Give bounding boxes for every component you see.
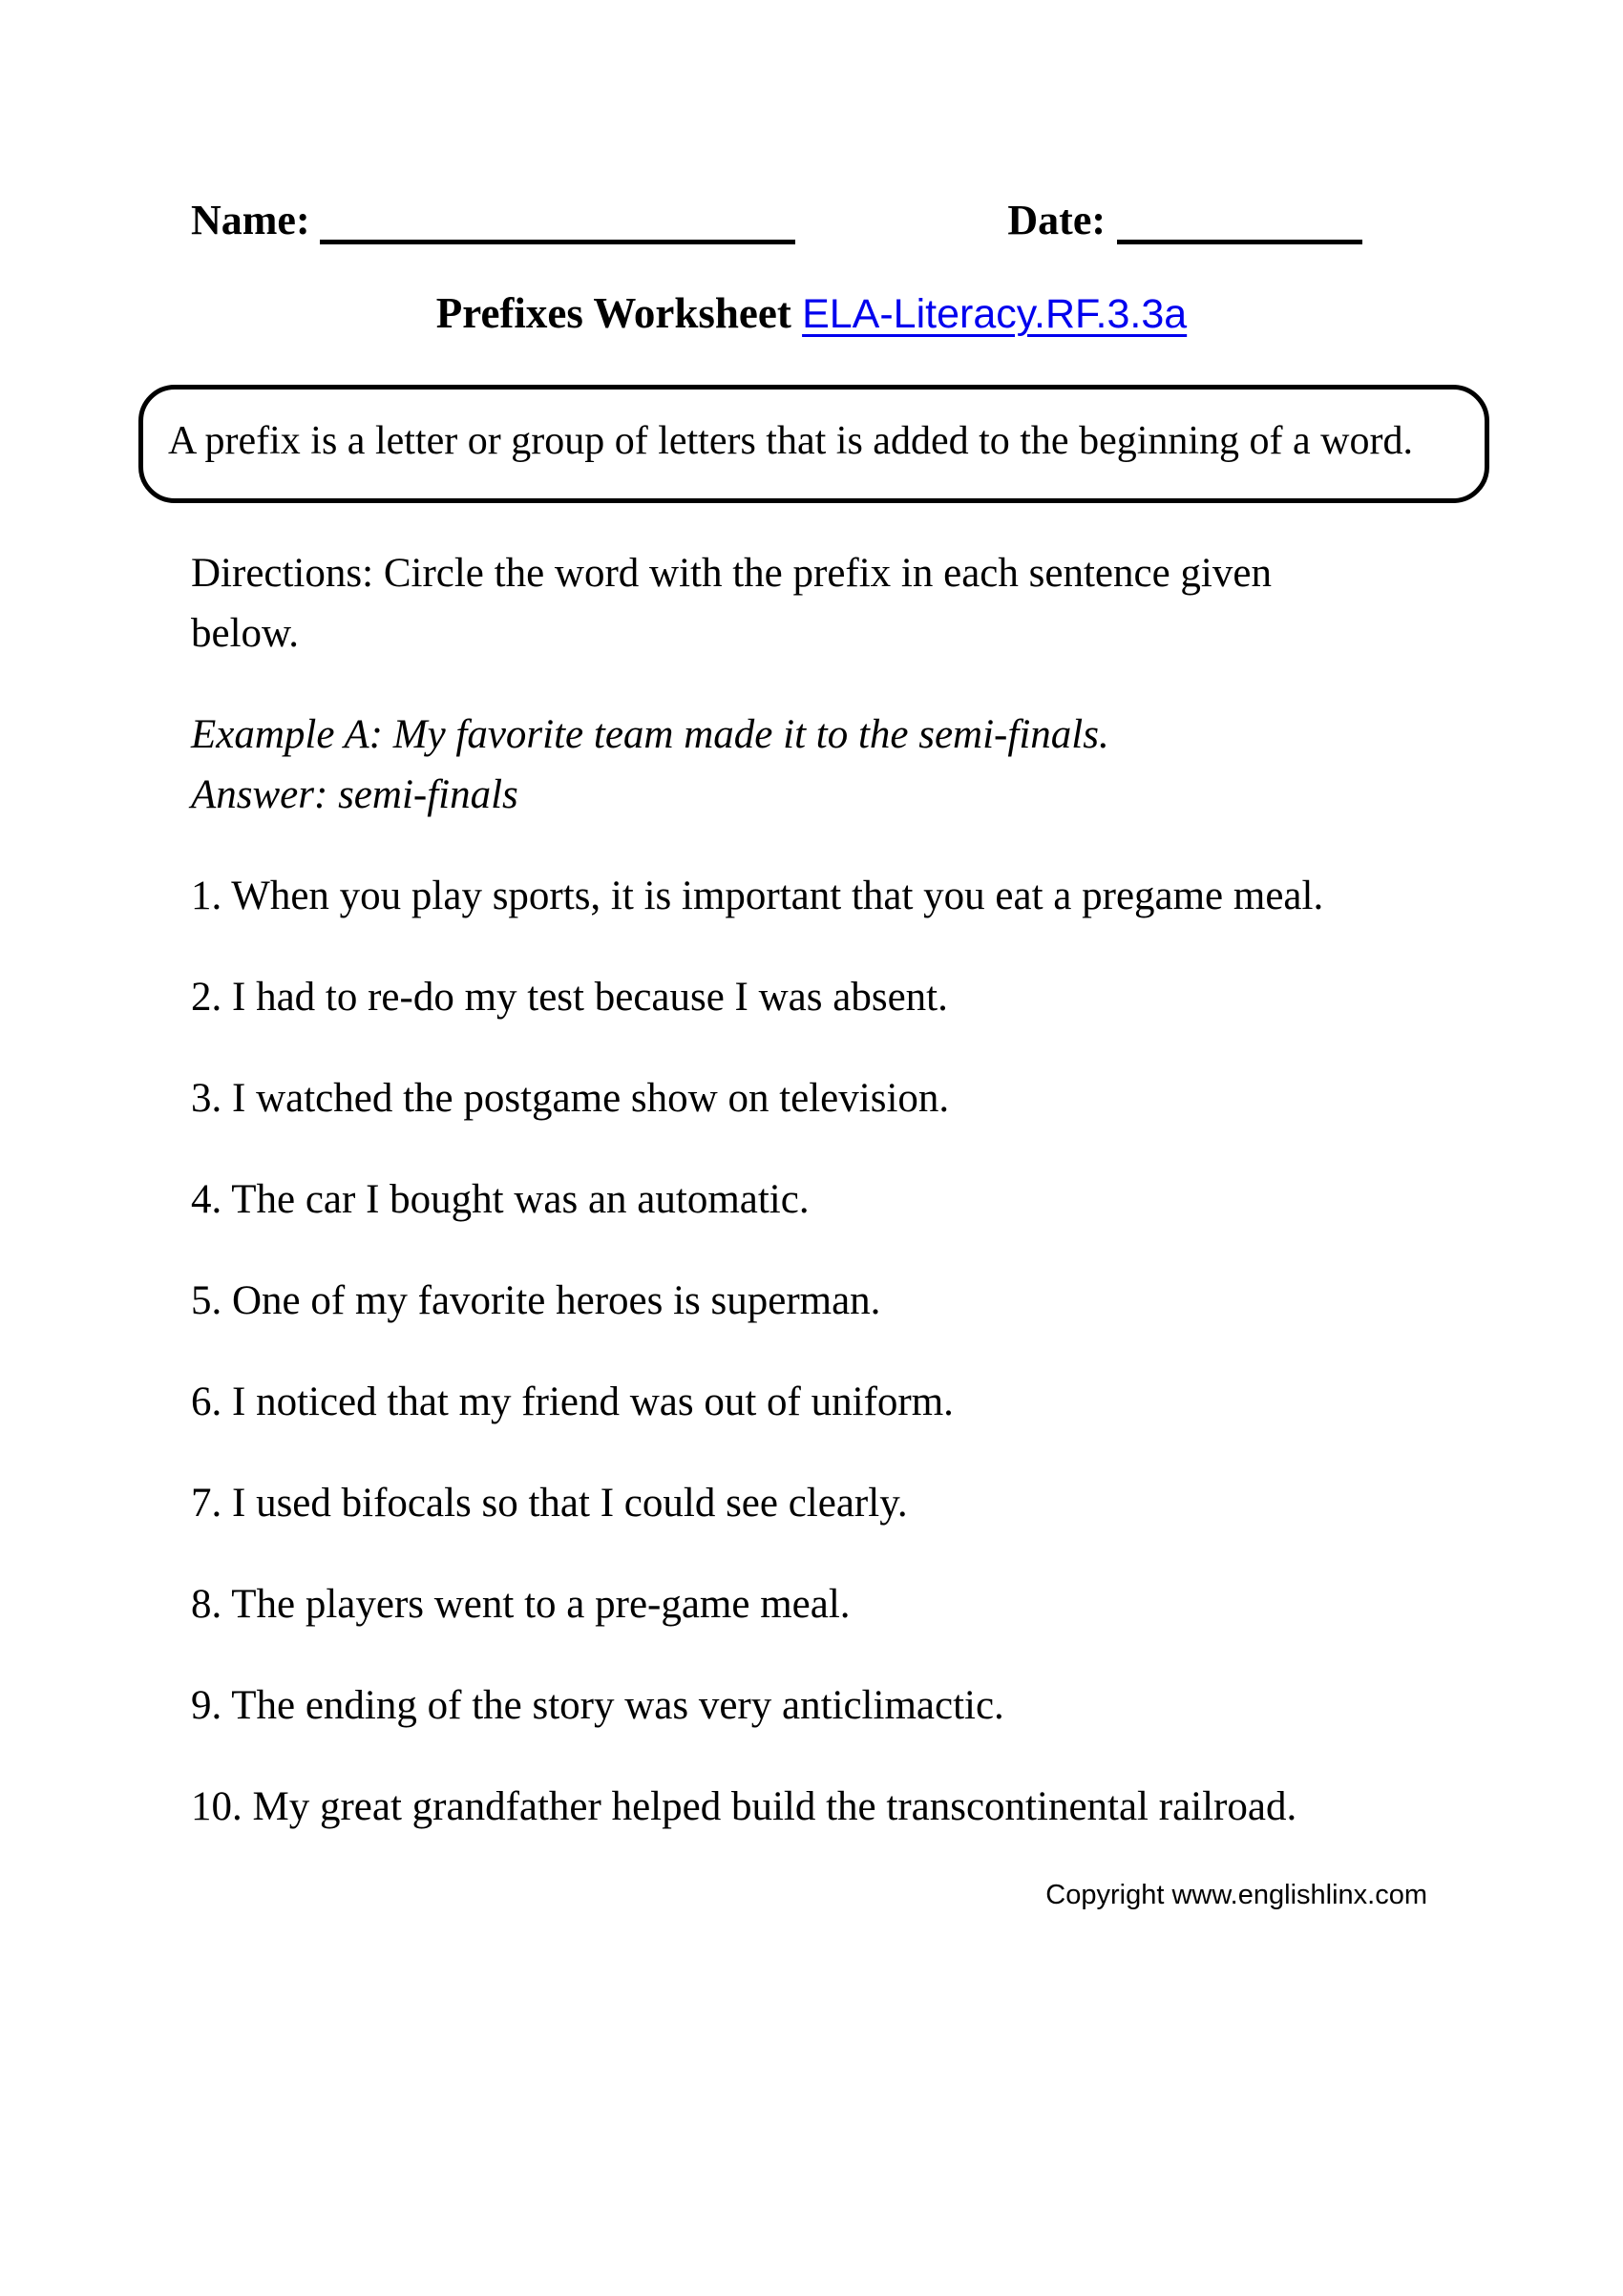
item-number: 6. (191, 1380, 222, 1424)
standard-link[interactable]: ELA-Literacy.RF.3.3a (802, 291, 1188, 337)
definition-box (138, 385, 1489, 503)
date-blank-line (1117, 196, 1362, 244)
name-blank-line (320, 196, 795, 244)
example-block (191, 705, 1384, 825)
example-prompt: Example A: My favorite team made it to the semi-finals. (191, 712, 1109, 757)
item-text: The ending of the story was very anticlimactic. (231, 1683, 1004, 1728)
item-text: The players went to a pre-game meal. (231, 1582, 851, 1627)
worksheet-item-7 (191, 1473, 1384, 1533)
item-number: 8. (191, 1582, 222, 1627)
directions-text: Directions: Circle the word with the prefix in each sentence given below. (191, 551, 1272, 656)
item-number: 1. (191, 874, 222, 918)
item-number: 2. (191, 975, 222, 1020)
worksheet-item-9 (191, 1675, 1384, 1736)
title-text: Prefixes Worksheet (435, 289, 791, 337)
item-number: 7. (191, 1481, 222, 1526)
worksheet-item-6 (191, 1372, 1384, 1432)
item-number: 5. (191, 1278, 222, 1323)
date-label: Date: (1007, 197, 1106, 243)
copyright-text: Copyright www.englishlinx.com (1045, 1880, 1427, 1910)
worksheet-item-4 (191, 1169, 1384, 1230)
item-text: I noticed that my friend was out of uniform. (232, 1380, 954, 1424)
item-text: The car I bought was an automatic. (231, 1177, 810, 1222)
item-text: I watched the postgame show on television. (232, 1076, 950, 1121)
worksheet-item-3 (191, 1068, 1384, 1128)
item-text: One of my favorite heroes is superman. (232, 1278, 881, 1323)
definition-text: A prefix is a letter or group of letters that is added to the beginning of a word. (168, 419, 1413, 463)
worksheet-item-5 (191, 1271, 1384, 1331)
item-number: 3. (191, 1076, 222, 1121)
item-number: 9. (191, 1683, 222, 1728)
item-text: I had to re-do my test because I was absent. (232, 975, 948, 1020)
worksheet-item-8 (191, 1574, 1384, 1634)
item-number: 4. (191, 1177, 222, 1222)
worksheet-item-1 (191, 866, 1384, 926)
worksheet-page (0, 196, 1623, 2296)
header-row (191, 196, 1362, 244)
page-title (0, 286, 1623, 341)
worksheet-item-10 (191, 1777, 1384, 1837)
item-number: 10. (191, 1784, 242, 1829)
item-text: When you play sports, it is important that you eat a pregame meal. (231, 874, 1324, 918)
name-label: Name: (191, 197, 310, 243)
worksheet-item-2 (191, 967, 1384, 1027)
example-answer: Answer: semi-finals (191, 772, 518, 817)
item-text: I used bifocals so that I could see clearly. (232, 1481, 908, 1526)
body-column (191, 543, 1384, 1837)
item-text: My great grandfather helped build the transcontinental railroad. (252, 1784, 1297, 1829)
